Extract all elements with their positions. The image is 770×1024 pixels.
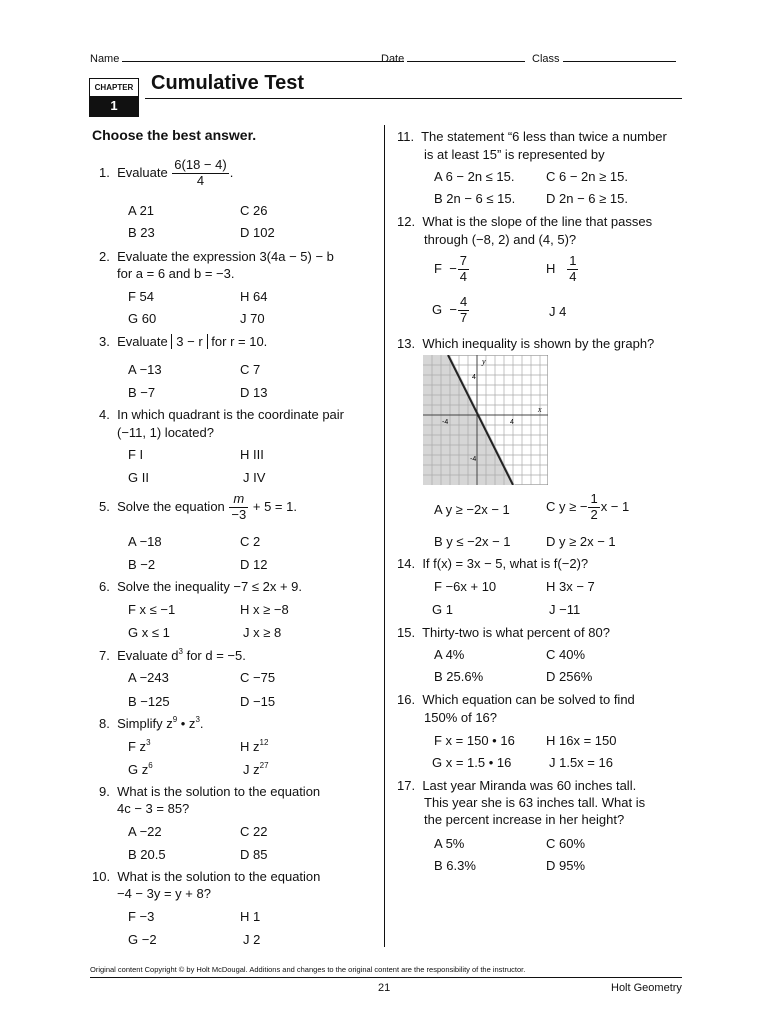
column-divider <box>384 125 385 947</box>
q16-choice-f[interactable]: F x = 150 • 16 <box>434 733 515 748</box>
q13-choice-a[interactable]: A y ≥ −2x − 1 <box>434 502 510 517</box>
q2-choice-j[interactable]: J 70 <box>240 311 265 326</box>
q14-choice-j[interactable]: J −11 <box>549 602 581 617</box>
q8-choice-g[interactable]: G $z^6$ <box>128 761 153 777</box>
q13-choice-c[interactable]: C y ≥ − $\frac{1}{2}$ x − 1 <box>546 491 630 522</box>
question-17-line3: the percent increase in her height? <box>424 812 625 827</box>
q16-choice-j[interactable]: J 1.5x = 16 <box>549 755 613 770</box>
x-axis-label: x <box>538 405 542 414</box>
copyright-notice: Original content Copyright © by Holt McDougal. Additions and changes to the original content are the responsibility of the instructor. <box>90 965 526 974</box>
q9-choice-b[interactable]: B 20.5 <box>128 847 166 862</box>
chapter-number: 1 <box>90 96 138 116</box>
inequality-graph <box>423 355 548 485</box>
q10-choice-g[interactable]: G −2 <box>128 932 157 947</box>
q2-choice-h[interactable]: H 64 <box>240 289 268 304</box>
question-12-line2: through (−8, 2) and (4, 5)? <box>424 232 577 247</box>
class-label: Class <box>532 53 560 65</box>
q1-choice-b[interactable]: B 23 <box>128 225 155 240</box>
q12-choice-j[interactable]: J 4 <box>549 304 567 319</box>
q17-choice-c[interactable]: C 60% <box>546 836 586 851</box>
q13-choice-d[interactable]: D y ≥ 2x − 1 <box>546 534 616 549</box>
class-field[interactable] <box>532 50 676 65</box>
q7-choice-b[interactable]: B −125 <box>128 694 170 709</box>
q14-choice-f[interactable]: F −6x + 10 <box>434 579 497 594</box>
question-5: 5. Solve the equation $\frac{m}{-3}$ + 5 = 1. <box>99 491 297 522</box>
name-label: Name <box>90 53 120 65</box>
q1-choice-c[interactable]: C 26 <box>240 203 268 218</box>
q12-choice-h[interactable]: H $\frac{1}{4}$ <box>546 253 577 284</box>
question-17-line2: This year she is 63 inches tall. What is <box>424 795 646 810</box>
q12-choice-g[interactable]: G − $\frac{4}{7}$ <box>432 294 468 325</box>
q12-choice-f[interactable]: F − $\frac{7}{4}$ <box>434 253 468 284</box>
q3-absolute-value: 3 − r <box>171 334 207 349</box>
question-10: 10. What is the solution to the equation <box>92 869 321 884</box>
q5-choice-a[interactable]: A −18 <box>128 534 162 549</box>
footer-rule <box>90 977 682 978</box>
y-tick-neg4: -4 <box>470 456 477 463</box>
chapter-label: CHAPTER <box>94 83 134 92</box>
q2-choice-f[interactable]: F 54 <box>128 289 155 304</box>
question-15: 15. Thirty-two is what percent of 80? <box>397 625 610 640</box>
question-3: 3. Evaluate 3 − r for r = 10. <box>99 334 268 349</box>
q15-choice-a[interactable]: A 4% <box>434 647 465 662</box>
question-14: 14. If f(x) = 3x − 5, what is f(−2)? <box>397 556 589 571</box>
question-7: 7. Evaluate $d^3$ for d = −5. <box>99 647 246 663</box>
q7-choice-a[interactable]: A −243 <box>128 670 169 685</box>
q3-choice-c[interactable]: C 7 <box>240 362 261 377</box>
question-12: 12. What is the slope of the line that passes <box>397 214 653 229</box>
question-9: 9. What is the solution to the equation <box>99 784 321 799</box>
q14-choice-h[interactable]: H 3x − 7 <box>546 579 595 594</box>
q13-choice-b[interactable]: B y ≤ −2x − 1 <box>434 534 511 549</box>
name-line[interactable] <box>122 50 404 62</box>
q2-choice-g[interactable]: G 60 <box>128 311 157 326</box>
q1-choice-d[interactable]: D 102 <box>240 225 275 240</box>
question-10-line2: −4 − 3y = y + 8? <box>117 886 211 901</box>
q4-choice-h[interactable]: H III <box>240 447 264 462</box>
q5-choice-b[interactable]: B −2 <box>128 557 156 572</box>
q7-choice-c[interactable]: C −75 <box>240 670 276 685</box>
question-17: 17. Last year Miranda was 60 inches tall. <box>397 778 637 793</box>
question-9-line2: 4c − 3 = 85? <box>117 801 190 816</box>
date-label: Date <box>381 53 405 65</box>
q6-choice-h[interactable]: H x ≥ −8 <box>240 602 289 617</box>
q8-choice-h[interactable]: H $z^{12}$ <box>240 738 269 754</box>
question-4-line2: (−11, 1) located? <box>117 425 214 440</box>
chapter-badge <box>89 78 139 117</box>
question-2: 2. Evaluate the expression 3(4a − 5) − b <box>99 249 334 264</box>
q8-choice-j[interactable]: J $z^{27}$ <box>243 761 269 777</box>
page-number: 21 <box>378 982 391 994</box>
q15-choice-b[interactable]: B 25.6% <box>434 669 484 684</box>
q10-choice-h[interactable]: H 1 <box>240 909 261 924</box>
q7-choice-d[interactable]: D −15 <box>240 694 276 709</box>
question-16-line2: 150% of 16? <box>424 710 498 725</box>
q17-choice-a[interactable]: A 5% <box>434 836 465 851</box>
q10-choice-f[interactable]: F −3 <box>128 909 155 924</box>
q3-choice-d[interactable]: D 13 <box>240 385 268 400</box>
q16-choice-h[interactable]: H 16x = 150 <box>546 733 617 748</box>
q3-choice-b[interactable]: B −7 <box>128 385 156 400</box>
title-rule <box>145 98 682 99</box>
question-11-line2: is at least 15” is represented by <box>424 147 605 162</box>
q15-choice-d[interactable]: D 256% <box>546 669 593 684</box>
q1-fraction: $\frac{6(18 - 4)}{4}$ <box>174 157 227 188</box>
instructions: Choose the best answer. <box>92 127 257 143</box>
q4-choice-f[interactable]: F I <box>128 447 144 462</box>
x-tick-4: 4 <box>510 419 514 426</box>
y-tick-4: 4 <box>472 374 476 381</box>
question-1: 1. Evaluate $\frac{6(18 - 4)}{4}$ . <box>99 157 234 188</box>
q17-choice-d[interactable]: D 95% <box>546 858 586 873</box>
question-2-line2: for a = 6 and b = −3. <box>117 266 235 281</box>
name-field[interactable] <box>90 50 404 65</box>
date-field[interactable] <box>381 50 525 65</box>
q6-choice-f[interactable]: F x ≤ −1 <box>128 602 176 617</box>
class-line[interactable] <box>563 50 676 62</box>
question-6: 6. Solve the inequality −7 ≤ 2x + 9. <box>99 579 302 594</box>
q15-choice-c[interactable]: C 40% <box>546 647 586 662</box>
q17-choice-b[interactable]: B 6.3% <box>434 858 476 873</box>
question-11: 11. The statement “6 less than twice a number <box>397 129 667 144</box>
q9-choice-a[interactable]: A −22 <box>128 824 162 839</box>
q8-choice-f[interactable]: F $z^3$ <box>128 738 151 754</box>
y-axis-label: y <box>482 357 486 366</box>
q4-choice-j[interactable]: J IV <box>243 470 266 485</box>
question-13: 13. Which inequality is shown by the graph? <box>397 336 655 351</box>
question-16: 16. Which equation can be solved to find <box>397 692 635 707</box>
q6-choice-g[interactable]: G x ≤ 1 <box>128 625 170 640</box>
q11-choice-c[interactable]: C 6 − 2n ≥ 15. <box>546 169 628 184</box>
q3-choice-a[interactable]: A −13 <box>128 362 162 377</box>
q1-choice-a[interactable]: A 21 <box>128 203 155 218</box>
q9-choice-c[interactable]: C 22 <box>240 824 268 839</box>
q5-choice-c[interactable]: C 2 <box>240 534 261 549</box>
date-line[interactable] <box>407 50 525 62</box>
q14-choice-g[interactable]: G 1 <box>432 602 453 617</box>
q5-fraction: $\frac{m}{-3}$ <box>231 491 247 522</box>
q10-choice-j[interactable]: J 2 <box>243 932 261 947</box>
q11-choice-b[interactable]: B 2n − 6 ≤ 15. <box>434 191 516 206</box>
q6-choice-j[interactable]: J x ≥ 8 <box>243 625 282 640</box>
q11-choice-a[interactable]: A 6 − 2n ≤ 15. <box>434 169 515 184</box>
question-4: 4. In which quadrant is the coordinate pair <box>99 407 344 422</box>
question-8: 8. Simplify $z^9$ • $z^3$. <box>99 715 204 731</box>
q16-choice-g[interactable]: G x = 1.5 • 16 <box>432 755 512 770</box>
q5-choice-d[interactable]: D 12 <box>240 557 268 572</box>
x-tick-neg4: -4 <box>442 419 449 426</box>
book-title: Holt Geometry <box>611 982 682 994</box>
q9-choice-d[interactable]: D 85 <box>240 847 268 862</box>
page-title: Cumulative Test <box>151 72 304 94</box>
q4-choice-g[interactable]: G II <box>128 470 149 485</box>
q11-choice-d[interactable]: D 2n − 6 ≥ 15. <box>546 191 628 206</box>
